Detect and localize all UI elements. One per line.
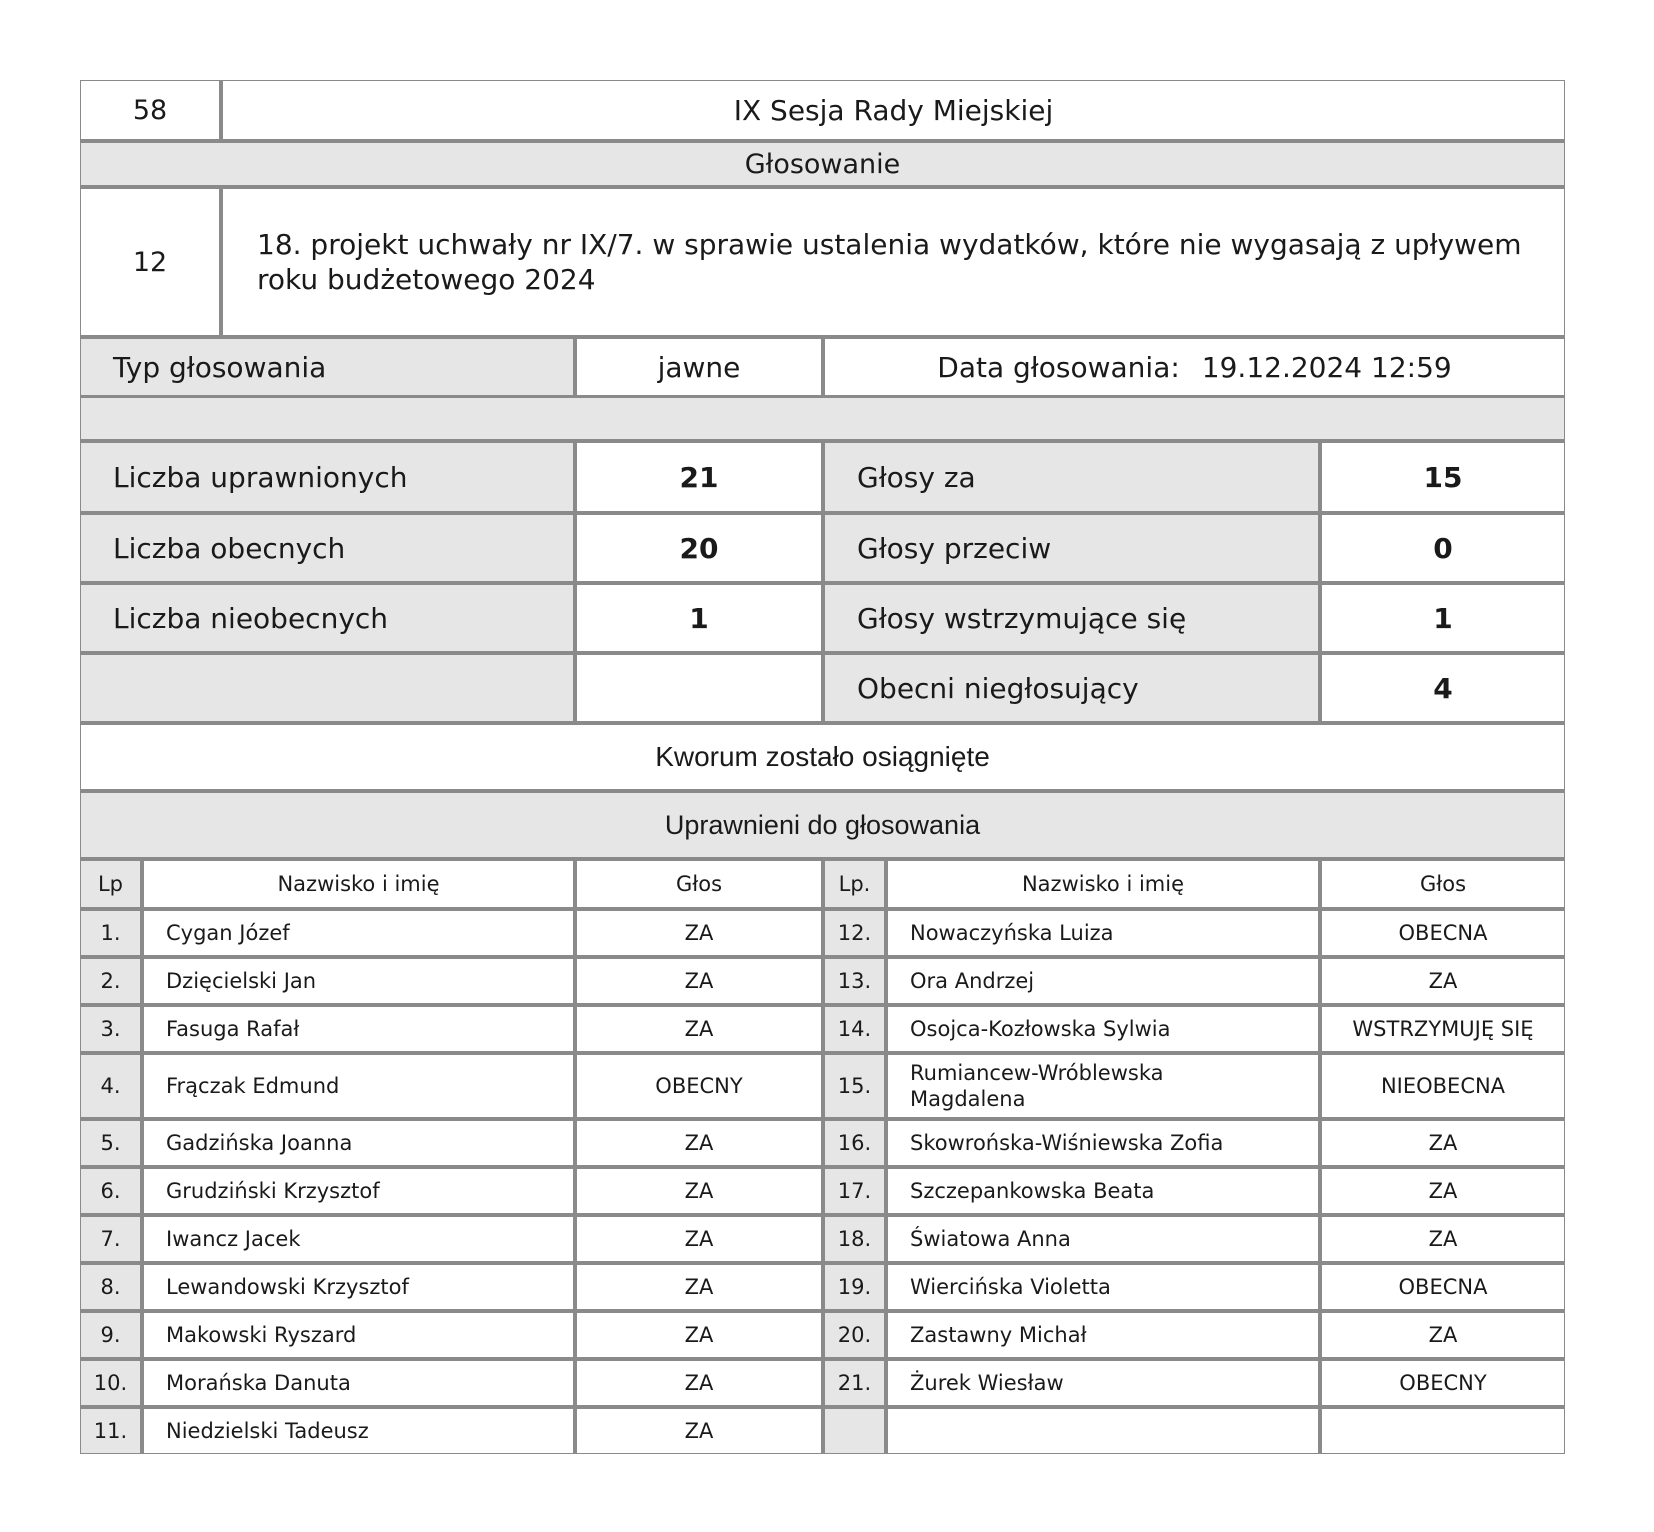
column-header-name: Nazwisko i imię	[143, 860, 576, 908]
voter-name: Szczepankowska Beata	[887, 1168, 1321, 1214]
row-number: 6.	[80, 1168, 143, 1214]
votes-for-count: 15	[1321, 442, 1565, 512]
abstain-count: 1	[1321, 584, 1565, 652]
session-title: IX Sesja Rady Miejskiej	[222, 80, 1565, 140]
absent-count: 1	[576, 584, 824, 652]
item-title: 18. projekt uchwały nr IX/7. w sprawie ustalenia wydatków, które nie wygasają z upływem roku budżetowego 2024	[222, 188, 1565, 336]
column-header-vote: Głos	[576, 860, 824, 908]
voter-vote: ZA	[576, 1360, 824, 1406]
empty-stat-label	[80, 654, 576, 722]
row-number: 3.	[80, 1006, 143, 1052]
voter-vote: OBECNY	[576, 1054, 824, 1118]
present-not-voting-count: 4	[1321, 654, 1565, 722]
table-row	[80, 1406, 1565, 1454]
voters-table	[80, 860, 1565, 1454]
voter-vote: NIEOBECNA	[1321, 1054, 1565, 1118]
voter-name: Osojca-Kozłowska Sylwia	[887, 1006, 1321, 1052]
column-header-lp: Lp.	[824, 860, 887, 908]
row-number: 21.	[824, 1360, 887, 1406]
voter-name: Frączak Edmund	[143, 1054, 576, 1118]
row-number: 8.	[80, 1264, 143, 1310]
votes-against-count: 0	[1321, 514, 1565, 582]
table-row	[80, 1166, 1565, 1214]
row-number: 18.	[824, 1216, 887, 1262]
vote-date	[824, 338, 1565, 396]
voter-name: Ora Andrzej	[887, 958, 1321, 1004]
votes-for-label: Głosy za	[824, 442, 1321, 512]
empty-stat-value	[576, 654, 824, 722]
row-number: 19.	[824, 1264, 887, 1310]
record-number: 58	[80, 80, 222, 140]
voter-vote	[1321, 1408, 1565, 1454]
voter-name: Iwancz Jacek	[143, 1216, 576, 1262]
voter-name: Morańska Danuta	[143, 1360, 576, 1406]
row-number: 1.	[80, 910, 143, 956]
vote-date-label: Data głosowania:	[937, 350, 1180, 384]
row-number: 9.	[80, 1312, 143, 1358]
blank-separator	[80, 396, 1565, 442]
row-number: 14.	[824, 1006, 887, 1052]
row-number: 5.	[80, 1120, 143, 1166]
present-label: Liczba obecnych	[80, 514, 576, 582]
voter-vote: ZA	[576, 1216, 824, 1262]
voter-name: Wiercińska Violetta	[887, 1264, 1321, 1310]
voter-name: Cygan Józef	[143, 910, 576, 956]
voter-vote: OBECNA	[1321, 910, 1565, 956]
voting-record-document	[80, 80, 1565, 1454]
table-row	[80, 1310, 1565, 1358]
voter-name	[887, 1408, 1321, 1454]
row-number: 17.	[824, 1168, 887, 1214]
voter-name: Lewandowski Krzysztof	[143, 1264, 576, 1310]
voter-vote: ZA	[576, 1312, 824, 1358]
voter-name: Światowa Anna	[887, 1216, 1321, 1262]
votes-against-label: Głosy przeciw	[824, 514, 1321, 582]
voter-name: Fasuga Rafał	[143, 1006, 576, 1052]
abstain-label: Głosy wstrzymujące się	[824, 584, 1321, 652]
voter-vote: ZA	[576, 910, 824, 956]
voter-vote: ZA	[576, 958, 824, 1004]
voter-vote: ZA	[1321, 1312, 1565, 1358]
vote-type-label: Typ głosowania	[80, 338, 576, 396]
absent-label: Liczba nieobecnych	[80, 584, 576, 652]
voter-name: Żurek Wiesław	[887, 1360, 1321, 1406]
table-row	[80, 1358, 1565, 1406]
voter-vote: OBECNA	[1321, 1264, 1565, 1310]
table-row	[80, 956, 1565, 1004]
voter-vote: ZA	[576, 1120, 824, 1166]
voter-name: Grudziński Krzysztof	[143, 1168, 576, 1214]
voter-vote: ZA	[1321, 958, 1565, 1004]
quorum-status: Kworum zostało osiągnięte	[80, 722, 1565, 790]
voter-name: Rumiancew-Wróblewska Magdalena	[887, 1054, 1321, 1118]
voter-vote: ZA	[576, 1264, 824, 1310]
voter-vote: ZA	[1321, 1216, 1565, 1262]
row-number: 10.	[80, 1360, 143, 1406]
column-header-name: Nazwisko i imię	[887, 860, 1321, 908]
eligible-count: 21	[576, 442, 824, 512]
voter-vote: ZA	[1321, 1120, 1565, 1166]
section-label: Głosowanie	[80, 140, 1565, 188]
vote-type-value: jawne	[576, 338, 824, 396]
table-row	[80, 1004, 1565, 1052]
table-row	[80, 1052, 1565, 1118]
voter-vote: ZA	[1321, 1168, 1565, 1214]
row-number	[824, 1408, 887, 1454]
voter-vote: WSTRZYMUJĘ SIĘ	[1321, 1006, 1565, 1052]
table-row	[80, 1214, 1565, 1262]
column-header-lp: Lp	[80, 860, 143, 908]
voters-title: Uprawnieni do głosowania	[80, 790, 1565, 860]
table-row	[80, 1262, 1565, 1310]
row-number: 16.	[824, 1120, 887, 1166]
voter-name: Zastawny Michał	[887, 1312, 1321, 1358]
voter-name: Dzięcielski Jan	[143, 958, 576, 1004]
vote-date-value: 19.12.2024 12:59	[1201, 350, 1452, 384]
table-row	[80, 1118, 1565, 1166]
voter-vote: ZA	[576, 1408, 824, 1454]
voter-name: Skowrońska-Wiśniewska Zofia	[887, 1120, 1321, 1166]
voter-name: Niedzielski Tadeusz	[143, 1408, 576, 1454]
voter-vote: OBECNY	[1321, 1360, 1565, 1406]
present-count: 20	[576, 514, 824, 582]
row-number: 15.	[824, 1054, 887, 1118]
voter-name: Gadzińska Joanna	[143, 1120, 576, 1166]
eligible-label: Liczba uprawnionych	[80, 442, 576, 512]
row-number: 12.	[824, 910, 887, 956]
row-number: 4.	[80, 1054, 143, 1118]
row-number: 2.	[80, 958, 143, 1004]
row-number: 13.	[824, 958, 887, 1004]
table-row	[80, 908, 1565, 956]
column-header-vote: Głos	[1321, 860, 1565, 908]
row-number: 20.	[824, 1312, 887, 1358]
row-number: 11.	[80, 1408, 143, 1454]
voter-name: Makowski Ryszard	[143, 1312, 576, 1358]
voter-name: Nowaczyńska Luiza	[887, 910, 1321, 956]
item-number: 12	[80, 188, 222, 336]
row-number: 7.	[80, 1216, 143, 1262]
present-not-voting-label: Obecni niegłosujący	[824, 654, 1321, 722]
voter-vote: ZA	[576, 1006, 824, 1052]
voter-vote: ZA	[576, 1168, 824, 1214]
